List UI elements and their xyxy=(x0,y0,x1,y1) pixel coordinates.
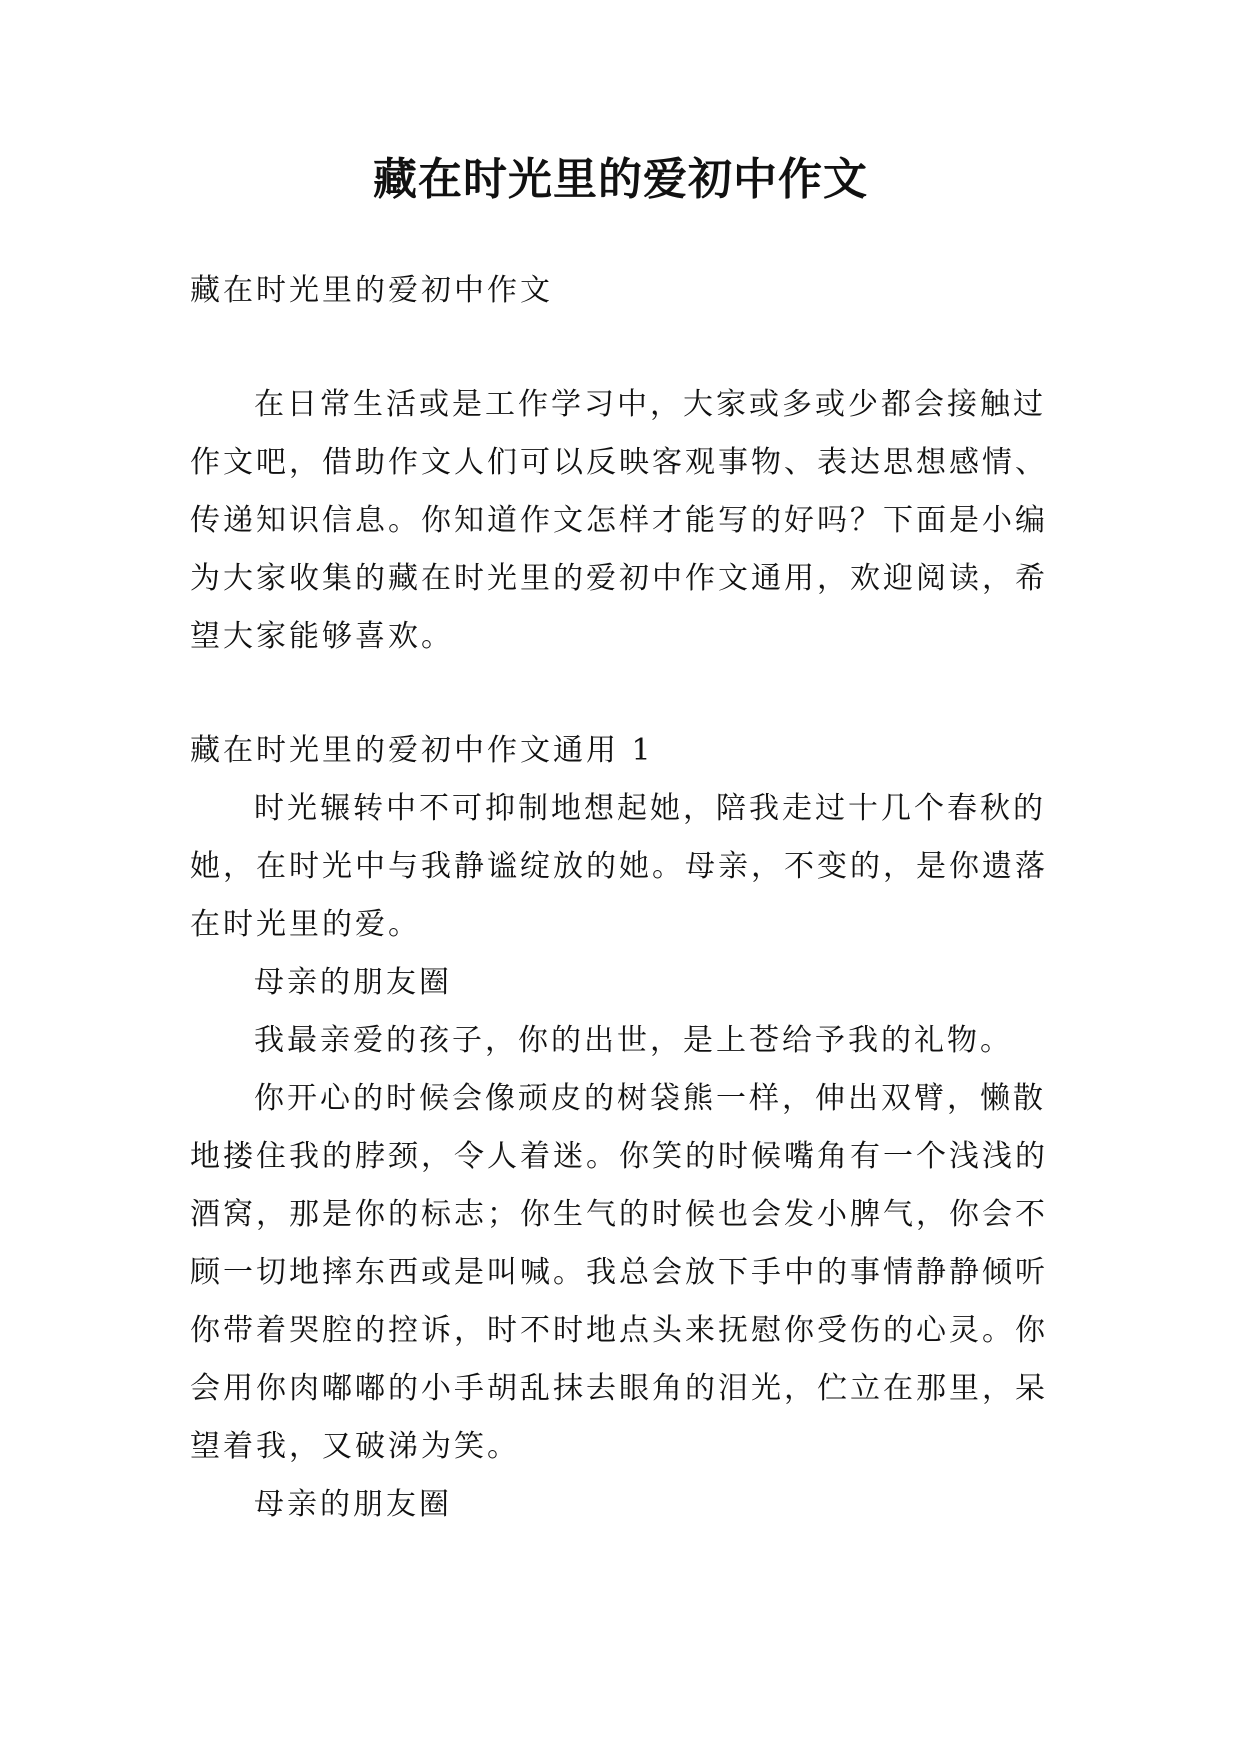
document-subtitle: 藏在时光里的爱初中作文 xyxy=(190,273,553,308)
paragraph-gap xyxy=(190,666,1060,722)
section-heading: 藏在时光里的爱初中作文通用 1 xyxy=(190,733,654,768)
document-body xyxy=(190,262,1060,1534)
body-paragraph: 母亲的朋友圈 xyxy=(254,965,452,1000)
body-paragraph: 你开心的时候会像顽皮的树袋熊一样，伸出双臂，懒散地搂住我的脖颈，令人着迷。你笑的时候嘴角有一个浅浅的酒窝，那是你的标志；你生气的时候也会发小脾气，你会不顾一切地摔东西或是叫喊。我总会放下手中的事情静静倾听你带着哭腔的控诉，时不时地点头来抚慰你受伤的心灵。你会用你肉嘟嘟的小手胡乱抹去眼角的泪光，伫立在那里，呆望着我，又破涕为笑。 xyxy=(190,1081,1048,1464)
paragraph-gap xyxy=(190,320,1060,376)
document-title: 藏在时光里的爱初中作文 xyxy=(373,154,868,205)
body-paragraph: 母亲的朋友圈 xyxy=(254,1487,452,1522)
body-paragraph: 我最亲爱的孩子，你的出世，是上苍给予我的礼物。 xyxy=(254,1023,1013,1058)
intro-paragraph: 在日常生活或是工作学习中，大家或多或少都会接触过作文吧，借助作文人们可以反映客观事物、表达思想感情、传递知识信息。你知道作文怎样才能写的好吗？下面是小编为大家收集的藏在时光里的爱初中作文通用，欢迎阅读，希望大家能够喜欢。 xyxy=(190,387,1048,654)
body-paragraph: 时光辗转中不可抑制地想起她，陪我走过十几个春秋的她，在时光中与我静谧绽放的她。母亲，不变的，是你遗落在时光里的爱。 xyxy=(190,791,1048,942)
